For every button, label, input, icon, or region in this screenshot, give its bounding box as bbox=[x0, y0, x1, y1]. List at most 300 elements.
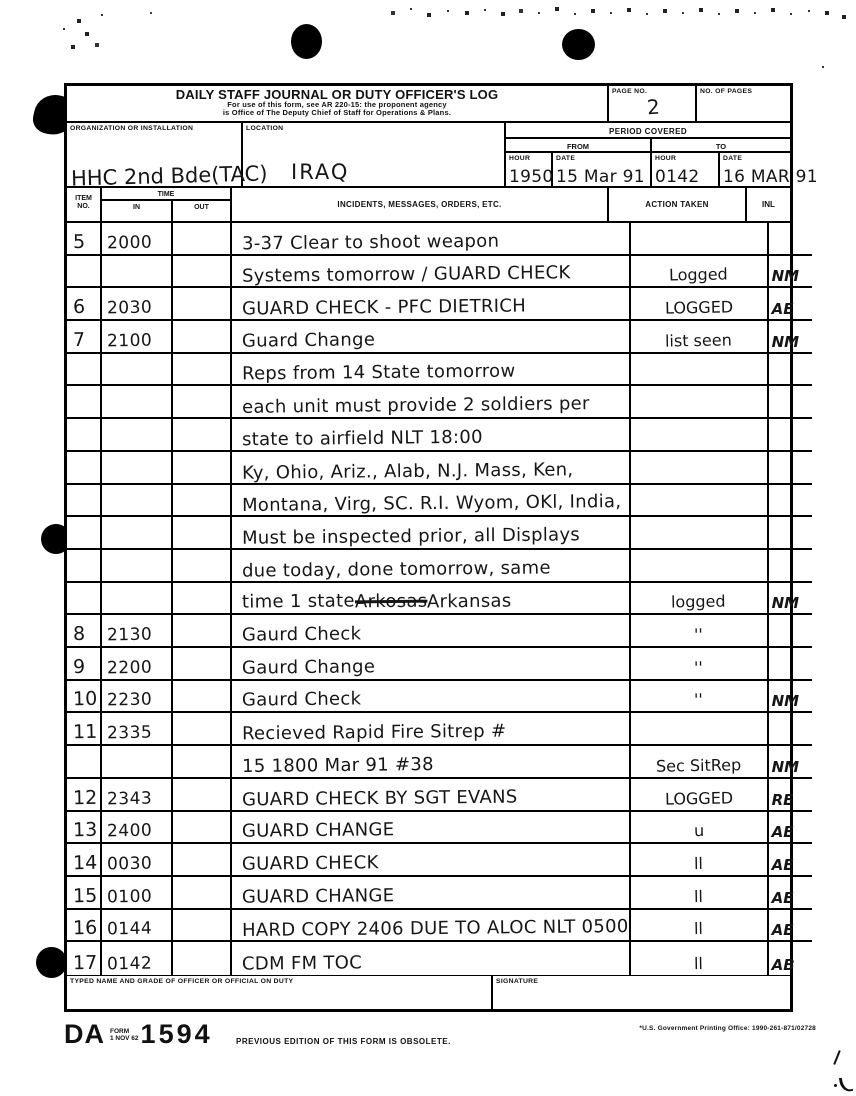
incidents-cell-value: Guard Change bbox=[241, 329, 376, 352]
log-row bbox=[67, 681, 812, 714]
incidents-cell bbox=[232, 321, 631, 352]
action-taken-cell-value: '' bbox=[694, 690, 704, 710]
incidents-cell-value-after-strike: Arkansas bbox=[427, 590, 512, 613]
initials-cell bbox=[769, 321, 812, 352]
incidents-cell-value: Must be inspected prior, all Displays bbox=[241, 524, 581, 549]
pen-mark-curl bbox=[839, 1076, 853, 1093]
signature-band bbox=[67, 975, 790, 1009]
item-no-cell-value: 15 bbox=[72, 884, 98, 907]
initials-cell-value: NM bbox=[771, 267, 800, 286]
item-no-cell-value: 8 bbox=[72, 622, 86, 646]
log-row bbox=[67, 256, 812, 289]
initials-cell bbox=[769, 452, 812, 483]
item-no-cell bbox=[67, 288, 102, 319]
typed-name-label: TYPED NAME AND GRADE OF OFFICER OR OFFICIAL ON DUTY bbox=[70, 978, 294, 985]
log-row bbox=[67, 910, 812, 943]
incidents-cell bbox=[232, 517, 631, 548]
form-header-band bbox=[67, 86, 790, 123]
from-date-value: 15 Mar 91 bbox=[556, 167, 645, 187]
incidents-cell bbox=[232, 386, 631, 417]
time-out-cell bbox=[173, 812, 232, 843]
initials-cell-value: RE bbox=[771, 790, 794, 809]
initials-cell bbox=[769, 583, 812, 614]
time-in-cell bbox=[102, 681, 173, 712]
action-taken-cell-value: list seen bbox=[665, 330, 733, 351]
from-hour-cell bbox=[506, 153, 553, 186]
action-taken-cell bbox=[631, 844, 769, 875]
action-taken-cell-value: u bbox=[693, 821, 704, 841]
action-taken-cell bbox=[631, 713, 769, 744]
initials-cell-value: AE bbox=[771, 888, 794, 907]
log-row bbox=[67, 550, 812, 583]
da-form-1594 bbox=[64, 83, 818, 1012]
time-out-cell bbox=[173, 746, 232, 777]
hour-date-row bbox=[506, 153, 818, 187]
action-taken-cell-value: Logged bbox=[669, 264, 729, 285]
item-no-cell bbox=[67, 746, 102, 777]
log-row bbox=[67, 844, 812, 877]
title-block bbox=[67, 86, 609, 121]
initials-cell bbox=[769, 746, 812, 777]
initials-cell bbox=[769, 779, 812, 810]
log-row bbox=[67, 321, 812, 354]
incidents-cell bbox=[232, 615, 631, 646]
action-taken-cell bbox=[631, 485, 769, 516]
time-in-cell bbox=[102, 713, 173, 744]
time-in-cell bbox=[102, 419, 173, 450]
incidents-cell-value: Gaurd Change bbox=[241, 656, 376, 679]
incidents-cell-value: Recieved Rapid Fire Sitrep # bbox=[241, 720, 507, 745]
item-no-cell-value: 5 bbox=[72, 230, 86, 253]
to-date-value: 16 MAR 91 bbox=[723, 167, 818, 187]
initials-cell bbox=[769, 517, 812, 548]
action-taken-cell bbox=[631, 746, 769, 777]
log-row bbox=[67, 615, 812, 648]
incidents-cell-value: Reps from 14 State tomorrow bbox=[241, 361, 516, 385]
incidents-cell bbox=[232, 452, 631, 483]
time-out-cell bbox=[173, 386, 232, 417]
log-row bbox=[67, 223, 812, 256]
time-in-cell-value: 2000 bbox=[106, 232, 153, 254]
time-in-cell bbox=[102, 321, 173, 352]
incidents-cell-value: Montana, Virg, SC. R.I. Wyom, OKl, India, bbox=[241, 491, 622, 517]
form-subtitle-line2: is Office of The Deputy Chief of Staff for Operations & Plans. bbox=[222, 107, 452, 117]
action-taken-cell-value: ll bbox=[693, 886, 704, 906]
initials-cell bbox=[769, 386, 812, 417]
incidents-cell bbox=[232, 681, 631, 712]
time-in-cell bbox=[102, 452, 173, 483]
from-hour-value: 1950 bbox=[509, 167, 554, 187]
item-no-cell-value: 10 bbox=[72, 688, 98, 711]
time-out-cell bbox=[173, 779, 232, 810]
form-number: 1594 bbox=[140, 1019, 213, 1049]
action-taken-cell-value: '' bbox=[694, 624, 704, 645]
incidents-cell-value: CDM FM TOC bbox=[241, 952, 363, 975]
item-no-cell bbox=[67, 812, 102, 843]
time-in-cell bbox=[102, 517, 173, 548]
action-taken-cell bbox=[631, 321, 769, 352]
log-row bbox=[67, 419, 812, 452]
initials-cell bbox=[769, 681, 812, 712]
incidents-cell-value: Ky, Ohio, Ariz., Alab, N.J. Mass, Ken, bbox=[241, 458, 574, 484]
time-in-cell-value: 2230 bbox=[106, 690, 153, 711]
incidents-cell-value: Systems tomorrow / GUARD CHECK bbox=[241, 262, 571, 288]
item-no-cell bbox=[67, 223, 102, 254]
action-taken-cell bbox=[631, 288, 769, 319]
initials-cell bbox=[769, 354, 812, 385]
incidents-cell bbox=[232, 550, 631, 581]
from-date-cell bbox=[553, 153, 652, 186]
signature-label: SIGNATURE bbox=[496, 978, 539, 985]
action-taken-cell bbox=[631, 452, 769, 483]
time-in-cell-value: 2030 bbox=[106, 297, 153, 319]
time-out-cell bbox=[173, 910, 232, 941]
item-no-cell bbox=[67, 321, 102, 352]
initials-cell-value: NM bbox=[771, 757, 800, 776]
form-number-block bbox=[64, 1021, 213, 1047]
punch-hole-top-left bbox=[291, 24, 322, 59]
item-no-cell bbox=[67, 517, 102, 548]
incidents-cell bbox=[232, 910, 631, 941]
initials-cell bbox=[769, 419, 812, 450]
incidents-cell-value: 3-37 Clear to shoot weapon bbox=[241, 230, 500, 255]
incidents-header: INCIDENTS, MESSAGES, ORDERS, ETC. bbox=[232, 188, 609, 221]
time-in-cell bbox=[102, 910, 173, 941]
log-row bbox=[67, 779, 812, 812]
initials-cell bbox=[769, 256, 812, 287]
action-taken-cell-value: ll bbox=[693, 919, 704, 939]
action-taken-cell bbox=[631, 779, 769, 810]
item-no-cell bbox=[67, 419, 102, 450]
action-taken-header: ACTION TAKEN bbox=[609, 188, 747, 221]
item-no-cell-value: 16 bbox=[72, 917, 98, 940]
log-table-header bbox=[67, 188, 790, 223]
item-no-cell bbox=[67, 910, 102, 941]
period-covered-label: PERIOD COVERED bbox=[506, 123, 790, 139]
initials-cell-value: AE bbox=[771, 823, 794, 842]
form-title: DAILY STAFF JOURNAL OR DUTY OFFICER'S LOG bbox=[175, 87, 499, 102]
incidents-cell-value: 15 1800 Mar 91 #38 bbox=[241, 753, 434, 777]
item-no-cell-value: 7 bbox=[72, 328, 86, 351]
time-out-cell bbox=[173, 419, 232, 450]
action-taken-cell bbox=[631, 386, 769, 417]
initials-cell-value: NM bbox=[771, 692, 800, 711]
form-subtitle-line1: For use of this form, see AR 220-15: the proponent agency bbox=[227, 100, 447, 109]
time-in-cell bbox=[102, 256, 173, 287]
item-no-cell bbox=[67, 354, 102, 385]
item-no-cell bbox=[67, 844, 102, 875]
initials-cell-value: NM bbox=[771, 594, 800, 613]
to-date-cell bbox=[720, 153, 818, 187]
gpo-line: *U.S. Government Printing Office: 1990-261-871/02728 bbox=[639, 1025, 816, 1032]
incidents-cell bbox=[232, 779, 631, 810]
time-in-cell bbox=[102, 288, 173, 319]
time-out-cell bbox=[173, 223, 232, 254]
time-in-cell bbox=[102, 223, 173, 254]
incidents-cell bbox=[232, 746, 631, 777]
action-taken-cell bbox=[631, 223, 769, 254]
to-hour-label: HOUR bbox=[655, 155, 677, 162]
initials-cell bbox=[769, 615, 812, 646]
organization-label: ORGANIZATION OR INSTALLATION bbox=[70, 125, 194, 132]
item-no-cell-value: 12 bbox=[72, 786, 98, 809]
location-value: IRAQ bbox=[291, 160, 350, 184]
time-in-cell bbox=[102, 354, 173, 385]
time-out-cell bbox=[173, 550, 232, 581]
time-in-cell-value: 2200 bbox=[106, 657, 153, 679]
time-header-group bbox=[102, 188, 232, 221]
item-no-cell bbox=[67, 942, 102, 975]
signature-box bbox=[493, 976, 790, 1009]
initials-cell bbox=[769, 550, 812, 581]
time-in-cell-value: 2100 bbox=[106, 330, 153, 352]
action-taken-cell bbox=[631, 256, 769, 287]
initials-cell-value: NM bbox=[771, 332, 800, 351]
action-taken-cell bbox=[631, 419, 769, 450]
item-no-cell-value: 14 bbox=[72, 851, 98, 875]
time-in-cell-value: 0144 bbox=[106, 918, 153, 940]
from-label: FROM bbox=[506, 139, 652, 151]
initials-cell-value: AE bbox=[771, 300, 794, 319]
incidents-cell-value: GUARD CHECK bbox=[241, 852, 379, 875]
log-rows bbox=[67, 223, 800, 975]
log-row bbox=[67, 485, 812, 518]
item-no-cell bbox=[67, 779, 102, 810]
location-box bbox=[243, 123, 506, 186]
incidents-cell bbox=[232, 844, 631, 875]
action-taken-cell bbox=[631, 615, 769, 646]
time-in-cell bbox=[102, 485, 173, 516]
time-out-cell bbox=[173, 321, 232, 352]
item-no-cell bbox=[67, 386, 102, 417]
time-out-header: OUT bbox=[194, 204, 209, 211]
incidents-cell bbox=[232, 354, 631, 385]
log-row bbox=[67, 452, 812, 485]
log-row bbox=[67, 583, 812, 616]
from-date-label: DATE bbox=[556, 155, 576, 162]
item-no-cell bbox=[67, 877, 102, 908]
log-row bbox=[67, 746, 812, 779]
to-date-label: DATE bbox=[723, 155, 743, 162]
log-row bbox=[67, 288, 812, 321]
action-taken-cell bbox=[631, 681, 769, 712]
time-in-cell-value: 0030 bbox=[106, 853, 153, 875]
time-out-cell bbox=[173, 517, 232, 548]
log-row bbox=[67, 648, 812, 681]
da-prefix: DA bbox=[64, 1019, 105, 1049]
incidents-cell-value: GUARD CHECK - PFC DIETRICH bbox=[241, 295, 527, 320]
time-in-cell bbox=[102, 386, 173, 417]
initials-cell-value: AE bbox=[771, 921, 794, 940]
item-no-cell bbox=[67, 452, 102, 483]
action-taken-cell-value: LOGGED bbox=[664, 787, 733, 809]
item-no-cell bbox=[67, 550, 102, 581]
inl-header: INL bbox=[762, 200, 775, 209]
to-hour-value: 0142 bbox=[655, 167, 700, 187]
action-taken-cell-value: LOGGED bbox=[664, 297, 733, 318]
action-taken-cell-value: ll bbox=[693, 953, 704, 974]
time-header: TIME bbox=[102, 188, 230, 201]
initials-cell bbox=[769, 485, 812, 516]
initials-cell bbox=[769, 877, 812, 908]
incidents-cell bbox=[232, 288, 631, 319]
no-of-pages-label: NO. OF PAGES bbox=[700, 88, 753, 95]
org-location-period-band bbox=[67, 123, 818, 191]
time-out-cell bbox=[173, 256, 232, 287]
initials-cell bbox=[769, 713, 812, 744]
initials-cell bbox=[769, 812, 812, 843]
time-out-cell bbox=[173, 452, 232, 483]
previous-edition-note: PREVIOUS EDITION OF THIS FORM IS OBSOLETE. bbox=[236, 1037, 451, 1046]
page-no-value: 2 bbox=[646, 94, 661, 120]
action-taken-cell bbox=[631, 812, 769, 843]
initials-cell bbox=[769, 910, 812, 941]
incidents-cell bbox=[232, 256, 631, 287]
item-no-cell bbox=[67, 713, 102, 744]
incidents-cell-value: each unit must provide 2 soldiers per bbox=[241, 393, 590, 418]
initials-cell bbox=[769, 942, 812, 975]
log-row bbox=[67, 354, 812, 387]
action-taken-cell-value: logged bbox=[671, 591, 727, 612]
action-taken-cell-value: Sec SitRep bbox=[655, 755, 742, 776]
time-in-cell bbox=[102, 844, 173, 875]
incidents-cell bbox=[232, 648, 631, 679]
incidents-cell bbox=[232, 583, 631, 614]
time-in-cell-value: 0100 bbox=[106, 886, 153, 907]
item-no-cell-value: 6 bbox=[72, 295, 86, 319]
incidents-cell-value: Gaurd Check bbox=[241, 623, 362, 646]
pen-mark-dot bbox=[834, 1084, 837, 1087]
form-edition-stack bbox=[110, 1029, 139, 1042]
to-hour-cell bbox=[652, 153, 720, 186]
time-in-cell bbox=[102, 583, 173, 614]
initials-cell-value: AE bbox=[771, 855, 794, 874]
time-out-cell bbox=[173, 485, 232, 516]
incidents-cell bbox=[232, 877, 631, 908]
action-taken-cell bbox=[631, 354, 769, 385]
time-out-cell bbox=[173, 648, 232, 679]
punch-hole-left-bottom bbox=[36, 947, 67, 978]
time-in-cell bbox=[102, 779, 173, 810]
time-in-cell bbox=[102, 648, 173, 679]
time-in-cell-value: 2130 bbox=[106, 624, 153, 646]
item-no-cell bbox=[67, 681, 102, 712]
item-no-cell-value: 13 bbox=[72, 818, 98, 842]
time-in-cell bbox=[102, 550, 173, 581]
incidents-cell bbox=[232, 223, 631, 254]
action-taken-cell bbox=[631, 550, 769, 581]
action-taken-cell bbox=[631, 517, 769, 548]
time-out-cell bbox=[173, 615, 232, 646]
incidents-cell-value: due today, done tomorrow, same bbox=[241, 557, 551, 582]
pen-mark-slash bbox=[833, 1050, 840, 1065]
action-taken-cell bbox=[631, 583, 769, 614]
in-out-header-row bbox=[102, 201, 230, 221]
form-word: FORM bbox=[110, 1028, 130, 1035]
action-taken-cell bbox=[631, 942, 769, 975]
item-no-cell bbox=[67, 256, 102, 287]
organization-value: HHC 2nd Bde(TAC) bbox=[70, 161, 268, 191]
action-taken-cell bbox=[631, 648, 769, 679]
page-no-box bbox=[609, 86, 697, 121]
location-label: LOCATION bbox=[246, 125, 284, 132]
time-in-cell bbox=[102, 942, 173, 975]
item-no-cell-value: 11 bbox=[72, 720, 98, 744]
initials-cell bbox=[769, 288, 812, 319]
scan-noise-speckles bbox=[0, 0, 2, 2]
time-in-header: IN bbox=[102, 201, 173, 221]
item-no-cell bbox=[67, 648, 102, 679]
incidents-cell-value: Gaurd Check bbox=[241, 688, 362, 712]
incidents-cell bbox=[232, 419, 631, 450]
incidents-cell-value: HARD COPY 2406 DUE TO ALOC NLT 0500 bbox=[241, 916, 629, 942]
incidents-cell-value: GUARD CHECK BY SGT EVANS bbox=[241, 786, 518, 810]
incidents-cell-value: GUARD CHANGE bbox=[241, 819, 395, 843]
log-row bbox=[67, 812, 812, 845]
time-in-cell-value: 2335 bbox=[106, 722, 153, 744]
time-in-cell bbox=[102, 615, 173, 646]
time-out-cell bbox=[173, 354, 232, 385]
log-row bbox=[67, 942, 812, 975]
struck-out-text: Arkosas bbox=[354, 590, 428, 613]
incidents-cell-value: time 1 state bbox=[241, 590, 355, 613]
item-no-cell-value: 9 bbox=[72, 655, 86, 678]
incidents-cell-value: GUARD CHANGE bbox=[241, 884, 395, 908]
time-in-cell-value: 0142 bbox=[106, 953, 153, 975]
time-out-cell bbox=[173, 713, 232, 744]
item-header-line2: NO. bbox=[77, 203, 90, 210]
log-row bbox=[67, 386, 812, 419]
time-in-cell-value: 2343 bbox=[106, 788, 153, 809]
log-row bbox=[67, 877, 812, 910]
incidents-cell bbox=[232, 812, 631, 843]
time-in-cell bbox=[102, 877, 173, 908]
incidents-cell-value: state to airfield NLT 18:00 bbox=[241, 426, 483, 451]
no-of-pages-box bbox=[697, 86, 790, 121]
initials-cell-value: AB bbox=[771, 955, 795, 974]
action-taken-cell bbox=[631, 877, 769, 908]
form-edition-date: 1 NOV 62 bbox=[110, 1034, 139, 1042]
time-out-cell bbox=[173, 877, 232, 908]
incidents-cell bbox=[232, 713, 631, 744]
from-hour-label: HOUR bbox=[509, 155, 531, 162]
typed-name-box bbox=[67, 976, 493, 1009]
time-out-cell bbox=[173, 288, 232, 319]
from-to-row bbox=[506, 139, 790, 153]
initials-cell bbox=[769, 223, 812, 254]
action-taken-cell bbox=[631, 910, 769, 941]
page-no-label: PAGE NO. bbox=[612, 88, 648, 95]
time-in-cell bbox=[102, 812, 173, 843]
time-out-cell bbox=[173, 681, 232, 712]
time-in-cell-value: 2400 bbox=[106, 820, 153, 842]
item-header-line1: ITEM bbox=[75, 195, 92, 202]
punch-hole-top-right bbox=[562, 29, 595, 60]
initials-cell bbox=[769, 648, 812, 679]
item-no-cell-value: 17 bbox=[72, 951, 98, 975]
action-taken-cell-value: '' bbox=[694, 657, 704, 677]
incidents-cell bbox=[232, 942, 631, 975]
item-no-header bbox=[67, 188, 102, 221]
item-no-cell bbox=[67, 615, 102, 646]
to-label: TO bbox=[715, 142, 727, 151]
log-row bbox=[67, 517, 812, 550]
item-no-cell bbox=[67, 485, 102, 516]
log-row bbox=[67, 713, 812, 746]
time-in-cell bbox=[102, 746, 173, 777]
initials-cell bbox=[769, 844, 812, 875]
incidents-cell bbox=[232, 485, 631, 516]
